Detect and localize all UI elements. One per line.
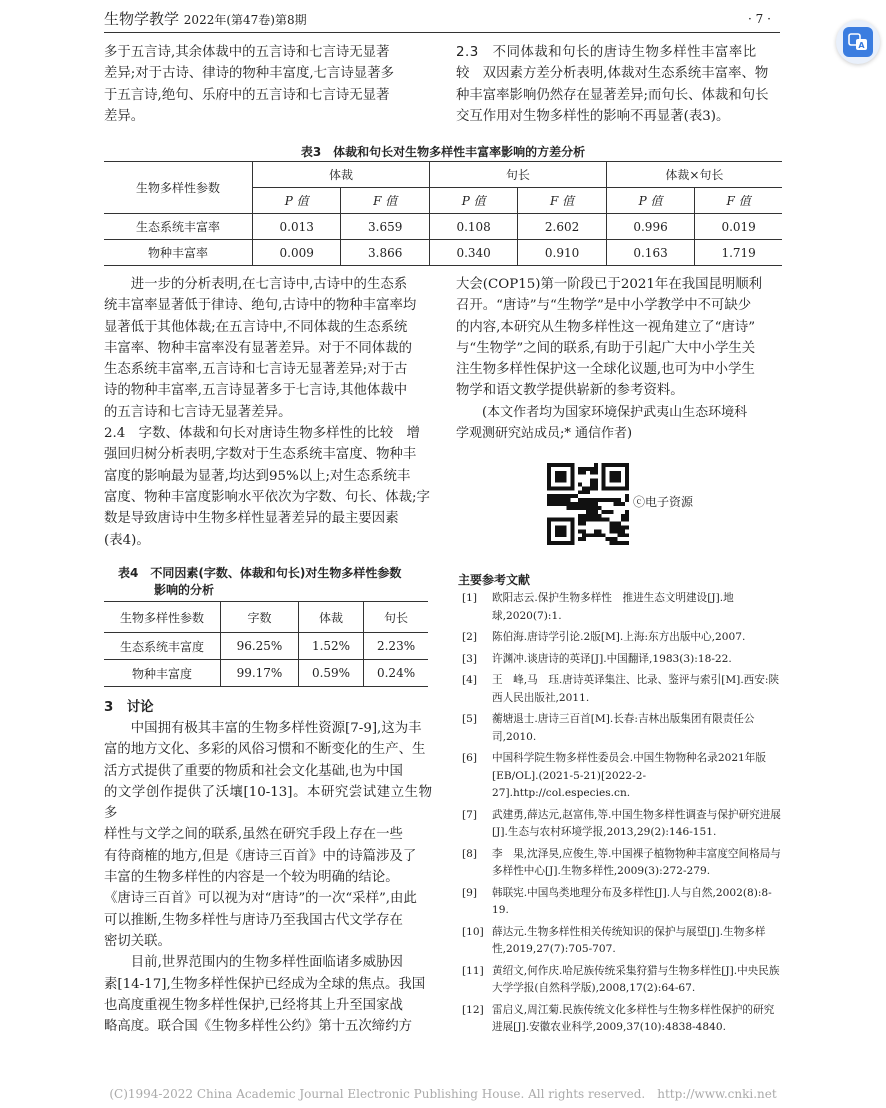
- copyright-footer: (C)1994-2022 China Academic Journal Electronic Publishing House. All rights reserved. http://www.cnki.net: [109, 1087, 777, 1101]
- section-2-4-heading: 2.4 字数、体裁和句长对唐诗生物多样性的比较 增: [104, 426, 420, 442]
- text-line: 与“生物学”之间的联系,有助于引起广大中小学生关: [456, 340, 756, 356]
- text-line: 目前,世界范围内的生物多样性面临诸多威胁因: [130, 955, 403, 971]
- text-line: 大会(COP15)第一阶段已于2021年在我国昆明顺利: [456, 277, 763, 292]
- reference-item: [462, 711, 782, 746]
- table3-sub-header: P 值: [429, 188, 517, 214]
- reference-text: 黄绍文,何作庆.哈尼族传统采集狩猎与生物多样性[J].中央民族大学学报(自然科学版),2008,17(2):64-67.: [492, 964, 780, 994]
- reference-number: [12]: [462, 1003, 484, 1016]
- text-line: 丰富的生物多样性的内容是一个较为明确的结论。: [104, 870, 399, 886]
- reference-text: 李 果,沈泽昊,应俊生,等.中国裸子植物物种丰富度空间格局与多样性中心[J].生物多样性,2009(3):272-279.: [492, 847, 781, 877]
- text-line: 有待商榷的地方,但是《唐诗三百首》中的诗篇涉及了: [104, 848, 417, 864]
- reference-number: [6]: [462, 752, 478, 764]
- table3-group-header: 体裁×句长: [606, 162, 782, 188]
- table3: [104, 161, 782, 266]
- text-line: 样性与文学之间的联系,虽然在研究手段上存在一些: [104, 827, 403, 843]
- text-line: 的文学创作提供了沃壤[10-13]。本研究尝试建立生物多: [104, 784, 432, 822]
- table3-group-header: 体裁: [253, 162, 430, 188]
- table3-row-label: 物种丰富率: [104, 240, 253, 266]
- text-line: 中国拥有极其丰富的生物多样性资源[7-9],这为丰: [130, 721, 422, 736]
- text-line: 较 双因素方差分析表明,体裁对生态系统丰富率、物: [456, 66, 769, 82]
- table-cell: 0.59%: [298, 660, 363, 687]
- table4-caption: [118, 565, 428, 599]
- author-note: (本文作者均为国家环境保护武夷山生态环境科: [482, 404, 748, 420]
- section-heading-text: 2.3 不同体裁和句长的唐诗生物多样性丰富率比: [456, 45, 757, 60]
- table-cell: 0.163: [606, 240, 694, 266]
- table-cell: 0.009: [253, 240, 341, 266]
- qr-code-image[interactable]: [547, 463, 629, 545]
- reference-number: [5]: [462, 713, 478, 725]
- text-line: 素[14-17],生物多样性保护已经成为全球的焦点。我国: [104, 976, 426, 992]
- reference-item: [462, 629, 782, 647]
- table4-header: 字数: [221, 602, 299, 633]
- table-row: [104, 660, 428, 687]
- reference-item: [462, 750, 782, 803]
- reference-number: [8]: [462, 847, 478, 860]
- reference-item: [462, 1002, 782, 1037]
- text-line: 注生物多样性保护这一全球化议题,也可为中小学生: [456, 362, 755, 378]
- text-line: 富度、物种丰富度影响水平依次为字数、句长、体裁;字: [104, 489, 430, 505]
- text-line: 诗的物种丰富率,五言诗显著多于七言诗,其他体裁中: [104, 383, 408, 399]
- table4-header: 体裁: [298, 602, 363, 633]
- reference-item: [462, 846, 782, 881]
- table3-sub-header: P 值: [253, 188, 341, 214]
- table-cell: 0.340: [429, 240, 517, 266]
- reference-number: [2]: [462, 631, 478, 643]
- table4-header: 生物多样性参数: [104, 602, 221, 633]
- table-cell: 0.019: [695, 214, 782, 240]
- table-cell: 0.910: [518, 240, 606, 266]
- table-cell: 3.866: [341, 240, 429, 266]
- text-line: 密切关联。: [104, 933, 171, 949]
- references-title: 主要参考文献: [458, 573, 531, 587]
- table-cell: 96.25%: [221, 633, 299, 660]
- page-number: · 7 ·: [748, 12, 771, 26]
- table3-sub-header: F 值: [695, 188, 782, 214]
- reference-text: 武建勇,薛达元,赵富伟,等.中国生物多样性调查与保护研究进展[J].生态与农村环境学报,2013,29(2):146-151.: [492, 808, 781, 838]
- reference-text: 王 峰,马 珏.唐诗英译集注、比录、鉴评与索引[M].西安:陕西人民出版社,2011.: [492, 674, 780, 704]
- reference-text: 许渊冲.谈唐诗的英译[J].中国翻译,1983(3):18-22.: [492, 652, 732, 665]
- table-cell: 0.013: [253, 214, 341, 240]
- table-cell: 2.23%: [364, 633, 428, 660]
- table-cell: 2.602: [518, 214, 606, 240]
- table3-sub-header: F 值: [341, 188, 429, 214]
- reference-item: [462, 885, 782, 920]
- table-cell: 1.719: [695, 240, 782, 266]
- table4: [104, 601, 428, 687]
- reference-item: [462, 963, 782, 998]
- reference-text: 蘅塘退士.唐诗三百首[M].长春:吉林出版集团有限责任公司,2010.: [492, 713, 755, 743]
- discussion-body: [104, 718, 432, 1037]
- reference-number: [9]: [462, 886, 478, 899]
- qr-label: ⓒ电子资源: [633, 495, 694, 509]
- header-rule: [104, 32, 780, 33]
- text-line: 丰富率、物种丰富率没有显著差异。对于不同体裁的: [104, 340, 412, 356]
- text-line: 富度的影响最为显著,均达到95%以上;对生态系统丰: [104, 468, 411, 484]
- table4-row-label: 生态系统丰富度: [104, 633, 221, 660]
- table3-sub-header: F 值: [518, 188, 606, 214]
- left-mid-text: [104, 274, 432, 551]
- table4-caption-line: 影响的分析: [154, 583, 215, 597]
- reference-text: 陈伯海.唐诗学引论.2版[M].上海:东方出版中心,2007.: [492, 631, 746, 643]
- text-line: 的五言诗和七言诗无显著差异。: [104, 404, 292, 420]
- text-line: 统丰富率显著低于律诗、绝句,古诗中的物种丰富率均: [104, 298, 417, 314]
- table-cell: 0.996: [606, 214, 694, 240]
- text-line: 差异;对于古诗、律诗的物种丰富度,七言诗显著多: [104, 66, 394, 82]
- text-line: 交互作用对生物多样性的影响不再显著(表3)。: [456, 108, 730, 124]
- section-heading: [456, 42, 782, 63]
- table3-sub-header: P 值: [606, 188, 694, 214]
- text-line: 进一步的分析表明,在七言诗中,古诗中的生态系: [130, 277, 408, 292]
- text-line: 生态系统丰富率,五言诗和七言诗无显著差异;对于古: [104, 362, 408, 378]
- table-cell: 1.52%: [298, 633, 363, 660]
- reference-item: [462, 807, 782, 842]
- table3-param-header: 生物多样性参数: [104, 162, 253, 214]
- discussion-heading: 3 讨论: [104, 700, 154, 715]
- table-row: [104, 633, 428, 660]
- reference-item: [462, 651, 782, 669]
- reference-text: 雷启义,周江菊.民族传统文化多样性与生物多样性保护的研究进展[J].安徽农业科学,2009,37(10):4838-4840.: [492, 1003, 775, 1033]
- translate-button[interactable]: [836, 20, 880, 64]
- reference-list: [462, 590, 782, 1041]
- table-row: [104, 240, 782, 266]
- text-line: 《唐诗三百首》可以视为对“唐诗”的一次“采样”,由此: [104, 891, 417, 907]
- table-cell: 0.108: [429, 214, 517, 240]
- table3-caption: 表3 体裁和句长对生物多样性丰富率影响的方差分析: [300, 145, 586, 159]
- text-line: 也高度重视生物多样性保护,已经将其上升至国家战: [104, 997, 403, 1013]
- table-row: [104, 214, 782, 240]
- reference-number: [10]: [462, 925, 484, 938]
- reference-number: [7]: [462, 808, 478, 821]
- text-line: 召开。“唐诗”与“生物学”是中小学教学中不可缺少: [456, 298, 752, 314]
- reference-number: [1]: [462, 592, 478, 604]
- table3-group-header: 句长: [429, 162, 606, 188]
- table-cell: 3.659: [341, 214, 429, 240]
- reference-item: [462, 672, 782, 707]
- text-line: 显著低于其他体裁;在五言诗中,不同体裁的生态系统: [104, 319, 408, 335]
- text-line: 活方式提供了重要的物质和社会文化基础,也为中国: [104, 763, 403, 779]
- text-line: 多于五言诗,其余体裁中的五言诗和七言诗无显著: [104, 45, 390, 60]
- reference-text: 薛达元.生物多样性相关传统知识的保护与展望[J].生物多样性,2019,27(7):705-707.: [492, 925, 766, 955]
- issue-info: 2022年(第47卷)第8期: [183, 13, 307, 27]
- left-top-text: [104, 42, 432, 127]
- text-line: 于五言诗,绝句、乐府中的五言诗和七言诗无显著: [104, 87, 390, 103]
- table-cell: 0.24%: [364, 660, 428, 687]
- reference-number: [4]: [462, 674, 478, 686]
- journal-header: [104, 8, 307, 29]
- right-mid-text: [456, 274, 782, 444]
- table3-row-label: 生态系统丰富率: [104, 214, 253, 240]
- text-line: 物学和语文教学提供崭新的参考资料。: [456, 383, 684, 399]
- table4-header: 句长: [364, 602, 428, 633]
- section-2-3: [456, 42, 782, 127]
- reference-text: 欧阳志云.保护生物多样性 推进生态文明建设[J].地球,2020(7):1.: [492, 592, 734, 622]
- text-line: 数是导致唐诗中生物多样性显著差异的最主要因素: [104, 511, 399, 527]
- translate-icon: [843, 27, 873, 57]
- text-line: (表4)。: [104, 532, 150, 548]
- table4-row-label: 物种丰富度: [104, 660, 221, 687]
- text-line: 强回归树分析表明,字数对于生态系统丰富度、物种丰: [104, 447, 417, 463]
- svg-text:A: A: [858, 41, 865, 50]
- reference-text: 韩联宪.中国鸟类地理分布及多样性[J].人与自然,2002(8):8-19.: [492, 886, 772, 916]
- reference-item: [462, 590, 782, 625]
- text-line: 差异。: [104, 108, 145, 124]
- table4-caption-line: 表4 不同因素(字数、体裁和句长)对生物多样性参数: [118, 566, 402, 580]
- table-cell: 99.17%: [221, 660, 299, 687]
- journal-name: 生物学教学: [104, 10, 180, 28]
- text-line: 的内容,本研究从生物多样性这一视角建立了“唐诗”: [456, 319, 756, 335]
- text-line: 可以推断,生物多样性与唐诗乃至我国古代文学存在: [104, 912, 403, 928]
- reference-number: [3]: [462, 652, 478, 665]
- author-note: 学观测研究站成员;* 通信作者): [456, 425, 633, 441]
- text-line: 种丰富率影响仍然存在显著差异;而句长、体裁和句长: [456, 87, 769, 103]
- reference-number: [11]: [462, 964, 484, 977]
- reference-item: [462, 924, 782, 959]
- text-line: 富的地方文化、多彩的风俗习惯和不断变化的生产、生: [104, 742, 426, 758]
- reference-text: 中国科学院生物多样性委员会.中国生物物种名录2021年版[EB/OL].(2021-5-21)[2022-2-27].http://col.especies.cn.: [492, 752, 766, 799]
- text-line: 略高度。联合国《生物多样性公约》第十五次缔约方: [104, 1019, 412, 1035]
